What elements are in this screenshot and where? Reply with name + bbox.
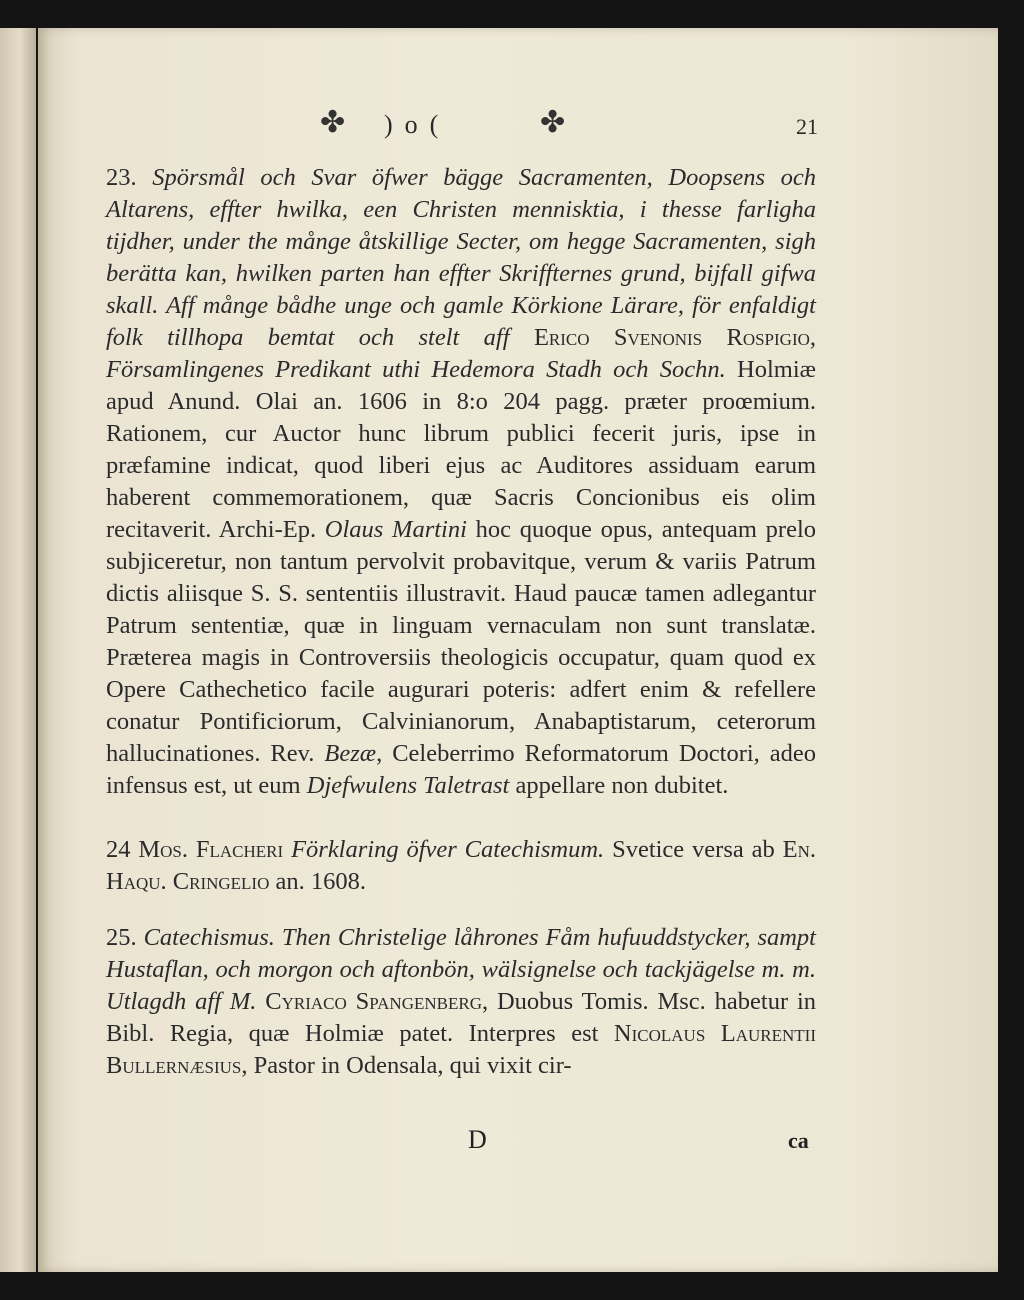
entry-person-name: Bezæ — [324, 740, 377, 767]
entry-number: 25. — [106, 924, 137, 951]
running-header — [320, 108, 820, 154]
signature-mark: D — [468, 1125, 487, 1154]
entry-title: Förklaring öfver Catechismum. — [291, 836, 605, 863]
entry-author: Mos. Flacheri — [138, 836, 284, 863]
entry-author: Erico Svenonis Rospigio, — [533, 324, 817, 351]
entry-23 — [106, 162, 816, 802]
entry-title: Catechismus. Then Christelige låhrones Fåm hufuuddstycker, sampt Hustaflan, och morgon och aftonbön, wälsignelse och tackjägelse m. m. Utlagdh aff M. — [106, 924, 816, 1015]
entry-author: Cyriaco Spangenberg, — [265, 988, 489, 1015]
entry-translator: Nicolaus Laurentii Bullernæsius, — [106, 1020, 816, 1079]
entry-25 — [106, 922, 816, 1082]
entry-quoted-phrase: Djefwulens Taletrast — [306, 772, 510, 799]
facing-page-edge — [0, 28, 36, 1272]
entry-commentary: Svetice versa ab — [612, 836, 775, 863]
catchword: ca — [788, 1128, 809, 1153]
entry-date: an. 1608. — [275, 868, 367, 895]
entry-commentary: appellare non dubitet. — [515, 772, 729, 799]
fleuron-ornament-icon: ✤ — [320, 106, 346, 139]
entry-title-continued: Församlingenes Predikant uthi Hedemora Stadh och Sochn. — [106, 356, 726, 383]
entry-commentary: Pastor in Odensala, qui vixit cir- — [253, 1052, 572, 1079]
entry-person-name: Olaus Martini — [324, 516, 467, 543]
header-mark: )o( — [384, 110, 451, 139]
entry-number: 24 — [106, 836, 131, 863]
fleuron-ornament-icon: ✤ — [540, 106, 566, 139]
entry-number: 23. — [106, 164, 137, 191]
entry-commentary: Holmiæ apud Anund. Olai an. 1606 in 8:o 204 pagg. præter proœmium. Rationem, cur Auctor hunc librum publici fecerit juris, ipse in præfamine indicat, quod liberi ejus ac Auditores assiduam earum haberent commemorationem, quæ Sacris Concionibus eis olim recitaverit. Archi-Ep. — [106, 356, 816, 543]
entry-commentary: hoc quoque opus, antequam prelo subjiceretur, non tantum pervolvit probavitque, verum & variis Patrum dictis aliisque S. S. sententiis illustravit. Haud paucæ tamen adlegantur Patrum sententiæ, quæ in linguam vernaculam non sunt translatæ. Præterea magis in Controversiis theologicis occupatur, quam quod ex Opere Cathechetico facile augurari poteris: adfert enim & refellere conatur Pontificiorum, Calvinianorum, Anabaptistarum, ceterorum hallucinationes. Rev. — [106, 516, 816, 767]
page-body — [106, 162, 816, 1082]
entry-commentary: , Celeberrimo Reformatorum Doctori, adeo infensus est, ut eum — [106, 740, 817, 799]
entry-translator: En. Haqu. Cringelio — [106, 836, 816, 895]
entry-24 — [106, 834, 816, 898]
page-number: 21 — [796, 114, 818, 139]
entry-title: Spörsmål och Svar öfwer bägge Sacramenten, Doopsens och Altarens, effter hwilka, een Christen mennisktia, i thesse farligha tijdher, under the månge åtskillige Secter, om hegge Sacramenten, sigh berätta kan, hwilken parten han effter Skriffternes grund, bijfall gifwa skall. Aff månge bådhe unge och gamle Körkione Lärare, för enfaldigt folk tillhopa bemtat och stelt aff — [106, 164, 817, 351]
entry-commentary: Duobus Tomis. Msc. habetur in Bibl. Regia, quæ Holmiæ patet. Interpres est — [106, 988, 817, 1047]
